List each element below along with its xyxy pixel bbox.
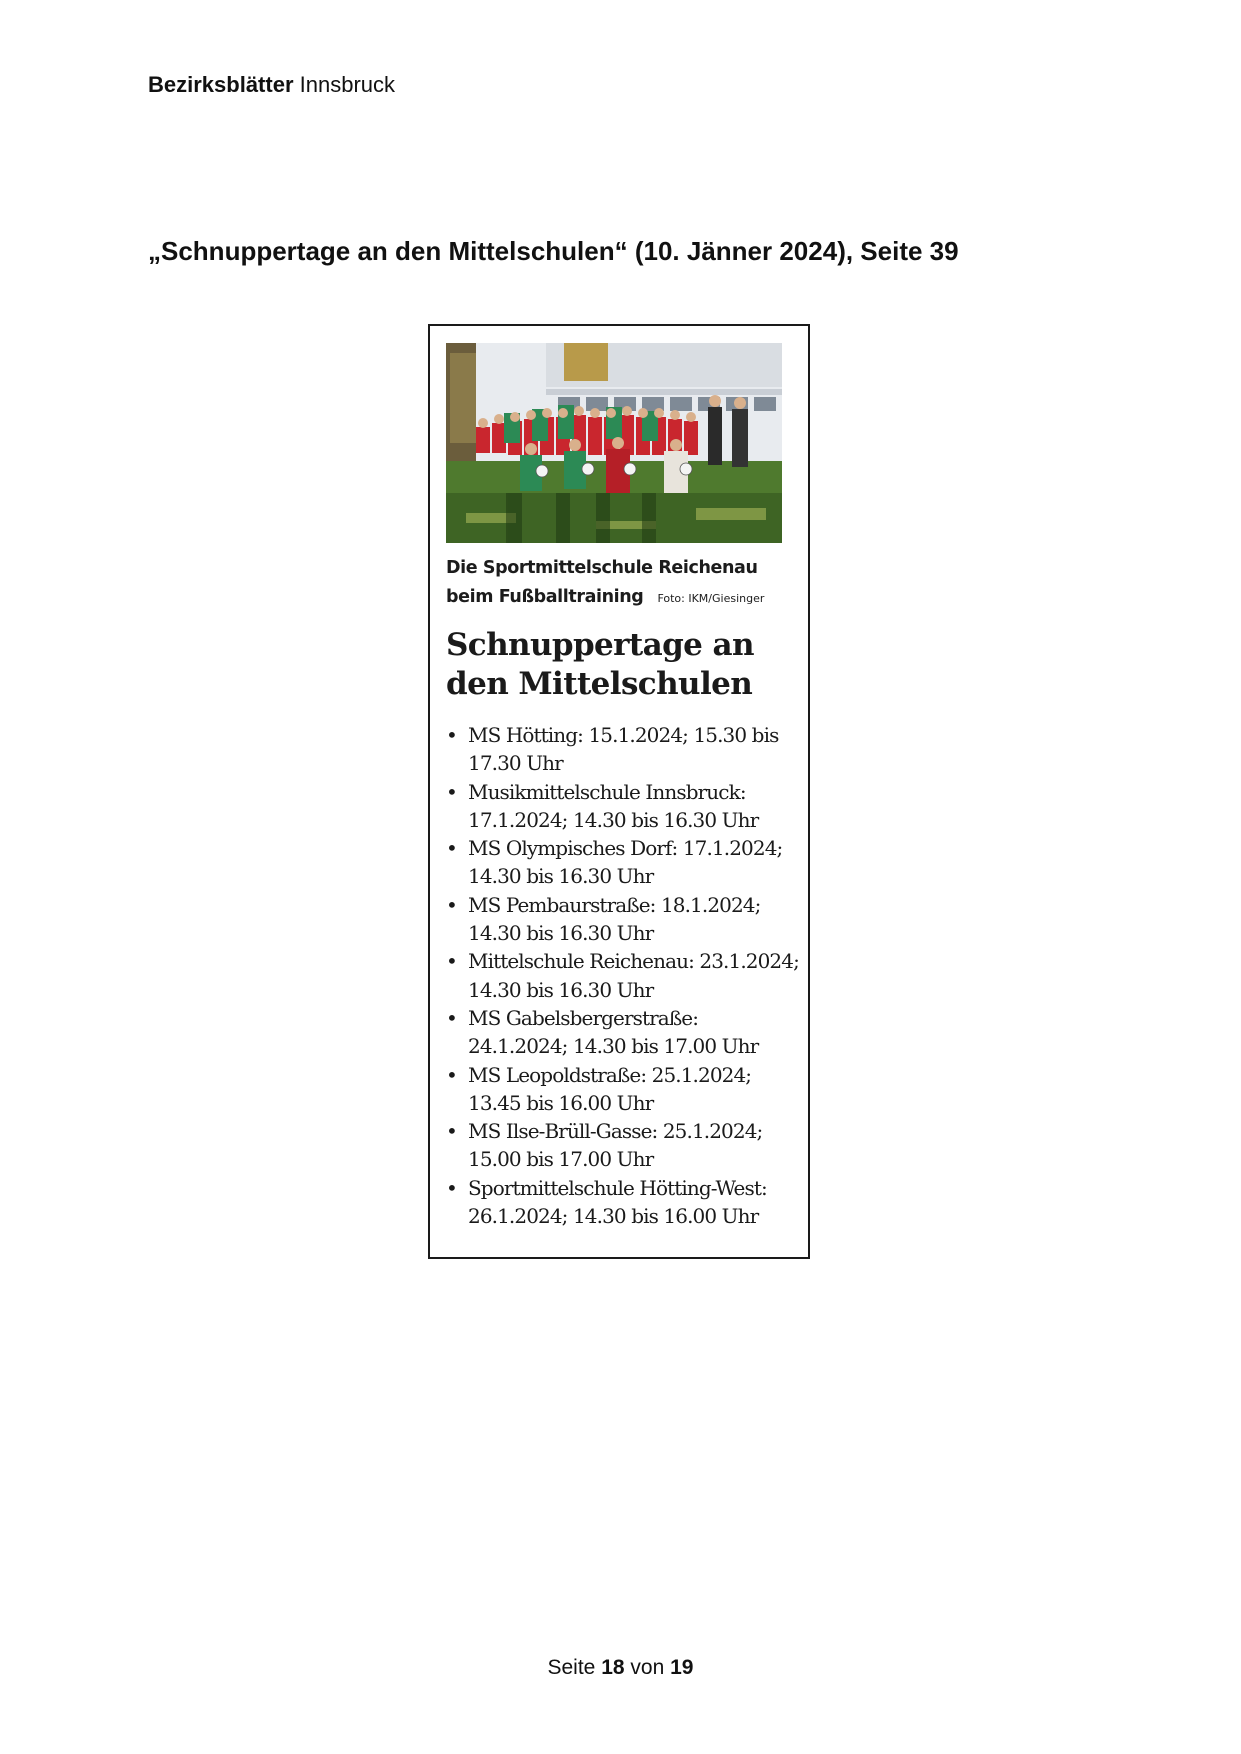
caption-text: Die Sportmittelschule Reichenau beim Fußballtraining: [446, 558, 758, 607]
total-pages: 19: [670, 1656, 694, 1679]
page-footer: [0, 1656, 1241, 1680]
footer-middle: von: [630, 1656, 665, 1679]
publication-region: Innsbruck: [299, 72, 396, 97]
schedule-item: • MS Olympisches Dorf: 17.1.2024; 14.30 bis 16.30 Uhr: [446, 834, 802, 891]
schedule-item: • MS Pembaurstraße: 18.1.2024; 14.30 bis 16.30 Uhr: [446, 891, 802, 948]
schedule-item: • MS Ilse-Brüll-Gasse: 25.1.2024; 15.00 bis 17.00 Uhr: [446, 1117, 802, 1174]
team-photo: [446, 343, 782, 543]
publication-name: Bezirksblätter: [148, 72, 294, 97]
page-header: [148, 72, 395, 98]
schedule-item: • Sportmittelschule Hötting-West: 26.1.2024; 14.30 bis 16.00 Uhr: [446, 1174, 802, 1231]
schedule-item: • MS Leopoldstraße: 25.1.2024; 13.45 bis 16.00 Uhr: [446, 1061, 802, 1118]
schedule-item: • MS Hötting: 15.1.2024; 15.30 bis 17.30 Uhr: [446, 721, 802, 778]
document-title: „Schnuppertage an den Mittelschulen“ (10. Jänner 2024), Seite 39: [148, 236, 959, 266]
current-page: 18: [601, 1656, 625, 1679]
schedule-list: [446, 721, 802, 1230]
schedule-item: • Mittelschule Reichenau: 23.1.2024; 14.30 bis 16.30 Uhr: [446, 947, 802, 1004]
article-headline: Schnuppertage an den Mittelschulen: [446, 627, 754, 702]
footer-prefix: Seite: [547, 1656, 596, 1679]
schedule-item: • MS Gabelsbergerstraße: 24.1.2024; 14.30 bis 17.00 Uhr: [446, 1004, 802, 1061]
photo-credit: Foto: IKM/Giesinger: [657, 592, 765, 605]
photo-caption: [446, 554, 786, 613]
schedule-item: • Musikmittelschule Innsbruck: 17.1.2024; 14.30 bis 16.30 Uhr: [446, 778, 802, 835]
newspaper-clipping: [428, 324, 810, 1259]
